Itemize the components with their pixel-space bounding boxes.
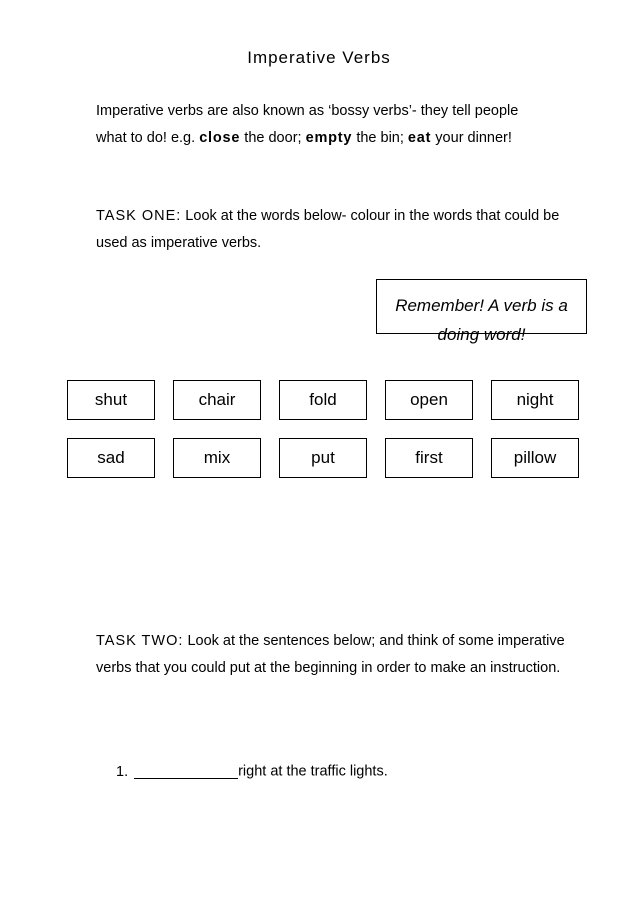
- word-box-first[interactable]: first: [385, 438, 473, 478]
- word-box-fold[interactable]: fold: [279, 380, 367, 420]
- example-verb-eat: eat: [407, 130, 432, 146]
- intro-paragraph: [96, 98, 566, 152]
- word-box-shut[interactable]: shut: [67, 380, 155, 420]
- task-one-text: Look at the words below- colour in the words that could be used as imperative verbs.: [96, 208, 560, 251]
- task-two-label: TASK TWO:: [96, 633, 184, 649]
- task-one-label: TASK ONE:: [96, 208, 182, 224]
- word-box-chair[interactable]: chair: [173, 380, 261, 420]
- word-box-night[interactable]: night: [491, 380, 579, 420]
- word-box-open[interactable]: open: [385, 380, 473, 420]
- remember-callout-box: [376, 279, 587, 344]
- intro-text-bin: the bin;: [352, 130, 408, 146]
- remember-text: Remember! A verb is a doing word!: [395, 296, 568, 344]
- word-box-mix[interactable]: mix: [173, 438, 261, 478]
- intro-text-dinner: your dinner!: [431, 130, 512, 146]
- page-title: Imperative Verbs: [247, 48, 391, 67]
- intro-line1: Imperative verbs are also known as ‘bossy verbs’- they tell people: [96, 103, 519, 119]
- word-box-sad[interactable]: sad: [67, 438, 155, 478]
- sentence-number: 1.: [116, 763, 129, 780]
- task-two-instructions: [96, 628, 566, 682]
- intro-text-door: the door;: [240, 130, 306, 146]
- word-box-pillow[interactable]: pillow: [491, 438, 579, 478]
- example-verb-close: close: [199, 130, 241, 146]
- intro-line2-prefix: what to do! e.g.: [96, 130, 200, 146]
- task-two-text: Look at the sentences below; and think of some imperative verbs that you could put at the beginning in order to make an instruction.: [96, 633, 565, 676]
- word-box-put[interactable]: put: [279, 438, 367, 478]
- task-one-instructions: [96, 203, 566, 257]
- example-verb-empty: empty: [305, 130, 353, 146]
- sentence-1: [116, 763, 388, 780]
- sentence-1-text: right at the traffic lights.: [238, 763, 388, 780]
- sentence-1-blank-input[interactable]: [134, 763, 238, 779]
